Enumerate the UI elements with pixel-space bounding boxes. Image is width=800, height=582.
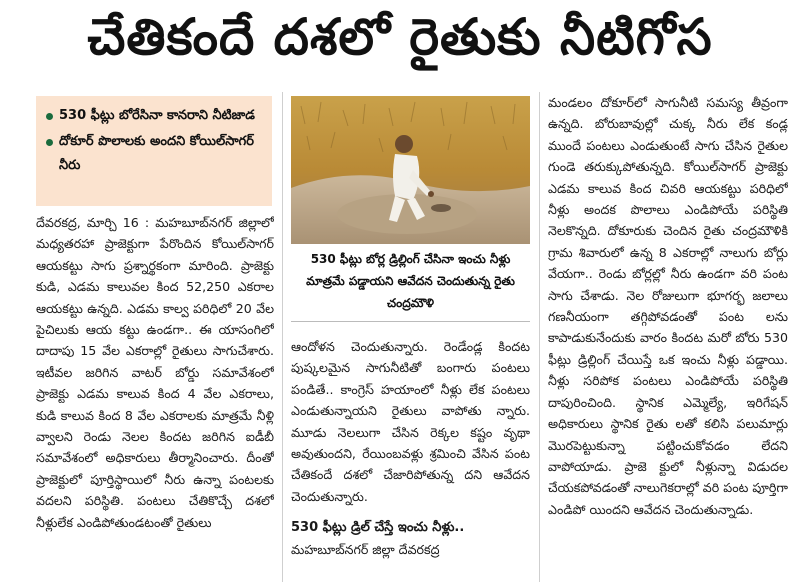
column-divider — [282, 92, 283, 582]
farmer-borewell-image — [291, 96, 530, 244]
highlights-box — [36, 96, 272, 206]
headline: చేతికందే దశలో రైతుకు నీటిగోస — [87, 7, 713, 66]
bullet-icon — [46, 139, 53, 146]
photo-caption: 530 ఫీట్లు బోర్ల డ్రిల్లింగ్ చేసినా ఇంచు నీళ్లు మాత్రమే పడ్డాయని ఆవేదన చెందుతున్న రైతు చంద్రమౌళి — [291, 248, 530, 322]
article-paragraph: మండలం దోకూర్‌లో సాగునీటి సమస్య తీవ్రంగా ఉన్నది. బోరుబావుల్లో చుక్క నీరు లేక కండ్ల ముందే పంటలు ఎండుతుంటే సాగు చేసిన రైతుల గుండె తరుక్కుపోతున్నది. కోయిల్‌సాగర్ ప్రాజెక్టు ఎడమ కాలువ కింద చివరి ఆయకట్టు పరిధిలో నీళ్లు అందక పొలాలు ఎండిపోయే పరిస్థితి నెలకొన్నది. దోకూరుకు చెందిన రైతు చంద్రమౌళికి గ్రామ శివారులో ఉన్న 8 ఎకరాల్లో నాలుగు బోర్లు వేయగా.. రెండు బోర్లల్లో నీరు ఉండగా వరి పంట సాగు చేశాడు. నెల రోజులుగా భూగర్భ జలాలు గణనీయంగా తగ్గిపోవడంతో పంట లను కాపాడుకునేందుకు వారం కిందట మరో బోరు 530 ఫీట్లు డ్రిల్లింగ్ చేయిస్తే ఒక ఇంచు నీళ్లు పడ్డాయి. నీళ్లు సరిపోక పంటలు ఎండిపోయే పరిస్థితి దాపురించింది. స్థానిక ఎమ్మెల్యే, ఇరిగేషన్ అధికారులు స్థానిక రైతు లతో కలిసి పలుమార్లు మొరపెట్టుకున్నా పట్టించుకోవడం లేదని వాపోయాడు. ప్రాజె క్టులో నీళ్లున్నా విడుదల చేయకపోవడంతో నాలుగెకరాల్లో వరి పంట పూర్తిగా ఎండిపో యిందని ఆవేదన చెందుతున్నాడు. — [548, 95, 788, 517]
article-column-2 — [291, 336, 530, 582]
highlight-item — [46, 104, 264, 128]
article-column-1 — [36, 212, 274, 582]
highlight-item — [46, 130, 264, 178]
farmer-photo — [291, 96, 530, 244]
highlight-text: 530 ఫీట్లు బోరేసినా కానరాని నీటిజాడ — [59, 108, 255, 123]
dateline: మహబూబ్‌నగర్ జిల్లా దేవరకద్ర — [291, 541, 440, 557]
sub-heading: 530 ఫీట్లు డ్రిల్ చేస్తే ఇంచు నీళ్లు.. — [291, 520, 465, 536]
bullet-icon — [46, 113, 53, 120]
highlight-text: దోకూర్ పొలాలకు అందని కోయిల్‌సాగర్ నీరు — [59, 134, 254, 173]
article-paragraph: ఆందోళన చెందుతున్నారు. రెండేండ్ల కిందట పుష్కలమైన సాగునీటితో బంగారు పంటలు పండితే.. కాంగ్రెస్ హయాంలో నీళ్లు లేక పంటలు ఎండుతున్నాయని రైతులు వాపోతు న్నారు. మూడు నెలలుగా చేసిన రెక్కల కష్టం వృథా అవుతుందని, రేయింబవళ్లు శ్రమించి వేసిన పంట చేతికందే దశలో చేజారిపోతున్న దని ఆవేదన చెందుతున్నారు. — [291, 339, 530, 504]
column-divider — [539, 92, 540, 582]
article-column-3 — [548, 92, 788, 582]
article-paragraph: దేవరకద్ర, మార్చి 16 : మహబూబ్‌నగర్ జిల్లాలో మధ్యతరహా ప్రాజెక్టుగా పేరొందిన కోయిల్‌సాగర్ ఆయకట్టు సాగు ప్రశ్నార్థకంగా మారింది. ప్రాజెక్టు కుడి, ఎడమ కాలువల కింద 52,250 ఎకరాల ఆయకట్టు ఉన్నది. ఎడమ కాల్వ పరిధిలో 20 వేల పైచిలుకు ఆయ కట్టు ఉండగా.. ఈ యాసంగిలో దాదాపు 15 వేల ఎకరాల్లో రైతులు సాగుచేశారు. ఇటీవల జరిగిన వాటర్ బోర్డు సమావేశంలో ప్రాజెక్టు ఎడమ కాలువ కింద 4 వేల ఎకరాలు, కుడి కాలువ కింద 8 వేల ఎకరాలకు మాత్రమే నీళ్లి వ్వాలని రెండు నెలల కిందట జరిగిన ఐడీబీ సమావేశంలో అధికారులు తీర్మానించారు. దీంతో ప్రాజెక్టులో పూర్తిస్థాయిలో నీరు ఉన్నా పంటలకు వదలని పరిస్థితి. పంటలు చేతికొచ్చే దశలో నీళ్లులేక ఎండిపోతుండటంతో రైతులు — [36, 215, 274, 530]
